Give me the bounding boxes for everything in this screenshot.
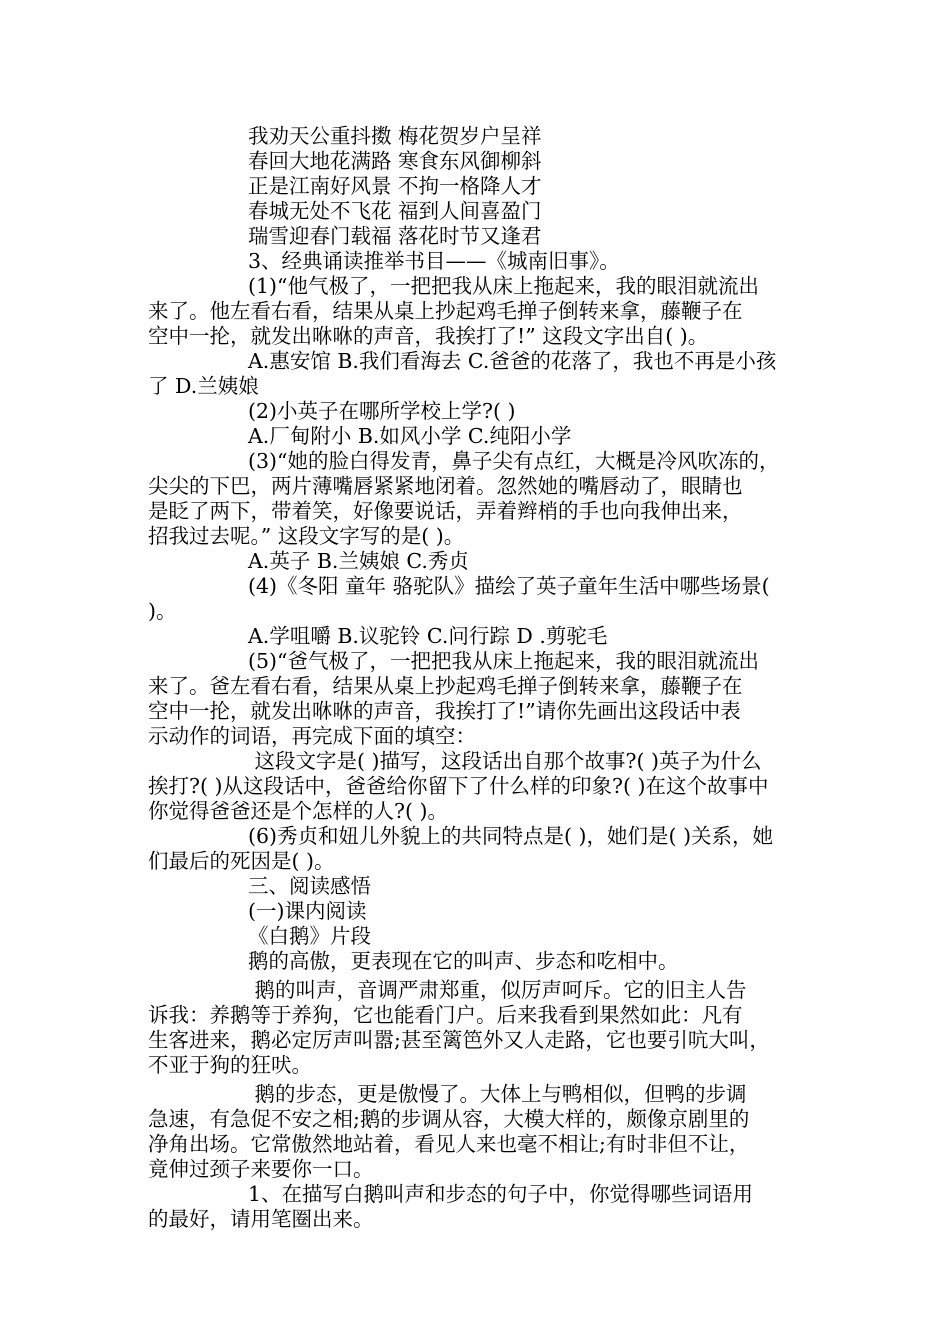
text-line: 尖尖的下巴，两片薄嘴唇紧紧地闭着。忽然她的嘴唇动了，眼睛也 xyxy=(148,474,743,498)
text-line: A.学咀嚼 B.议驼铃 C.问行踪 D .剪驼毛 xyxy=(248,624,608,648)
text-line: 急速，有急促不安之相;鹅的步调从容，大模大样的，颇像京剧里的 xyxy=(148,1107,750,1131)
text-line: (5)“爸气极了，一把把我从床上拖起来，我的眼泪就流出 xyxy=(248,649,760,673)
text-line: 你觉得爸爸还是个怎样的人?( )。 xyxy=(148,799,449,823)
text-line: 我劝天公重抖擞 梅花贺岁户呈祥 xyxy=(248,124,542,148)
text-line: 空中一抡，就发出咻咻的声音，我挨打了!” 这段文字出自( )。 xyxy=(148,324,709,348)
text-line: 的最好，请用笔圈出来。 xyxy=(148,1207,374,1231)
text-line: (4)《冬阳 童年 骆驼队》描绘了英子童年生活中哪些场景( xyxy=(248,574,770,598)
text-line: 招我过去呢。” 这段文字写的是( )。 xyxy=(148,524,465,548)
text-line: 正是江南好风景 不拘一格降人才 xyxy=(248,174,542,198)
text-line: 诉我：养鹅等于养狗，它也能看门户。后来我看到果然如此：凡有 xyxy=(148,1003,743,1027)
document-body xyxy=(148,124,812,1232)
text-line: 春城无处不飞花 福到人间喜盈门 xyxy=(248,199,542,223)
text-line: 《白鹅》片段 xyxy=(248,924,371,948)
text-line: 示动作的词语，再完成下面的填空： xyxy=(148,724,476,748)
text-line: (一)课内阅读 xyxy=(248,899,367,923)
text-line: 春回大地花满路 寒食东风御柳斜 xyxy=(248,149,542,173)
text-line: 来了。他左看右看，结果从桌上抄起鸡毛掸子倒转来拿，藤鞭子在 xyxy=(148,299,743,323)
text-line: (3)“她的脸白得发青，鼻子尖有点红，大概是冷风吹冻的， xyxy=(248,449,780,473)
text-line: A.厂甸附小 B.如风小学 C.纯阳小学 xyxy=(248,424,572,448)
text-line: 是眨了两下，带着笑，好像要说话，弄着辫梢的手也向我伸出来， xyxy=(148,499,743,523)
text-line: (2)小英子在哪所学校上学?( ) xyxy=(248,399,516,423)
text-line: 来了。爸左看右看，结果从桌上抄起鸡毛掸子倒转来拿，藤鞭子在 xyxy=(148,674,743,698)
text-line: 挨打?( )从这段话中，爸爸给你留下了什么样的印象?( )在这个故事中 xyxy=(148,774,769,798)
text-line: 三、阅读感悟 xyxy=(248,874,371,898)
text-line: )。 xyxy=(148,599,177,623)
text-line: 竟伸过颈子来要你一口。 xyxy=(148,1157,374,1181)
text-line: 鹅的高傲，更表现在它的叫声、步态和吃相中。 xyxy=(248,949,679,973)
text-line: 生客进来，鹅必定厉声叫嚣;甚至篱笆外又人走路，它也要引吭大叫， xyxy=(148,1028,770,1052)
text-line: 鹅的步态，更是傲慢了。大体上与鸭相似，但鸭的步调 xyxy=(248,1082,747,1106)
text-line: A.惠安馆 B.我们看海去 C.爸爸的花落了，我也不再是小孩 xyxy=(248,349,777,373)
text-line: 3、经典诵读推举书目——《城南旧事》。 xyxy=(248,249,620,273)
text-line: 瑞雪迎春门载福 落花时节又逢君 xyxy=(248,224,542,248)
text-line: (1)“他气极了，一把把我从床上拖起来，我的眼泪就流出 xyxy=(248,274,760,298)
text-line: 这段文字是( )描写，这段话出自那个故事?( )英子为什么 xyxy=(248,749,762,773)
text-line: 们最后的死因是( )。 xyxy=(148,849,335,873)
text-line: (6)秀贞和妞儿外貌上的共同特点是( )，她们是( )关系，她 xyxy=(248,824,774,848)
text-line: 鹅的叫声，音调严肃郑重，似厉声呵斥。它的旧主人告 xyxy=(248,978,747,1002)
text-line: 不亚于狗的狂吠。 xyxy=(148,1053,312,1077)
text-line: 净角出场。它常傲然地站着，看见人来也毫不相让;有时非但不让， xyxy=(148,1132,750,1156)
text-line: 了 D.兰姨娘 xyxy=(148,374,259,398)
text-line: 1、在描写白鹅叫声和步态的句子中，你觉得哪些词语用 xyxy=(248,1182,754,1206)
text-line: 空中一抡，就发出咻咻的声音，我挨打了!”请你先画出这段话中表 xyxy=(148,699,741,723)
text-line: A.英子 B.兰姨娘 C.秀贞 xyxy=(248,549,469,573)
